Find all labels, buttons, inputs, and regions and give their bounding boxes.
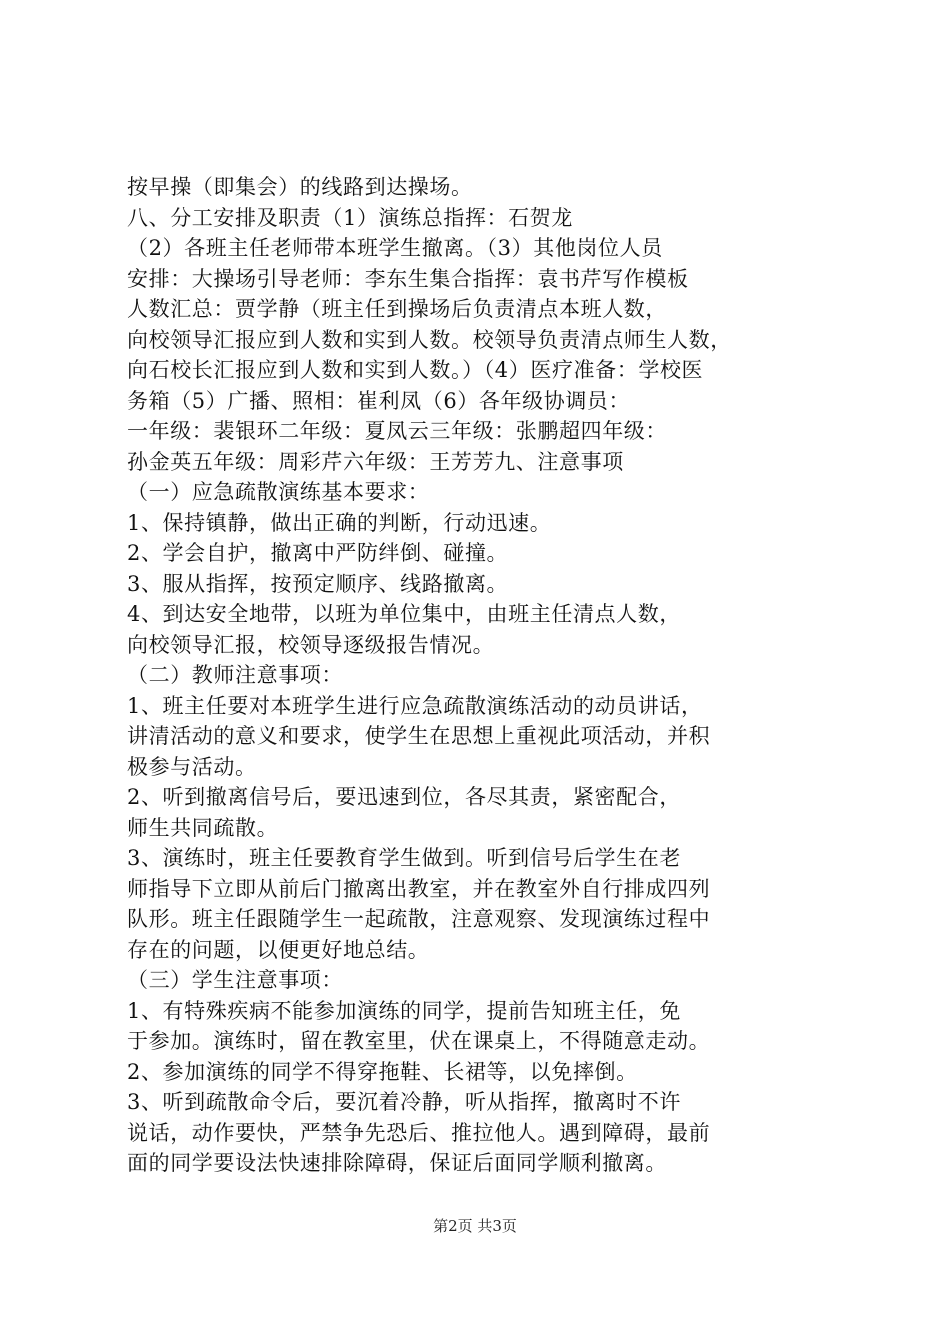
- text-line: 安排：大操场引导老师：李东生集合指挥：袁书芹写作模板: [127, 266, 689, 291]
- text-line: 2、听到撤离信号后，要迅速到位，各尽其责，紧密配合，: [127, 785, 681, 809]
- text-line: （二）教师注意事项：: [127, 663, 343, 687]
- page-number: 第2页 共3页: [433, 1217, 517, 1235]
- text-line: 向校领导汇报，校领导逐级报告情况。: [127, 632, 495, 657]
- text-line: 师生共同疏散。: [127, 815, 279, 840]
- text-line: 存在的问题，以便更好地总结。: [127, 937, 430, 962]
- text-line: （一）应急疏散演练基本要求：: [127, 480, 430, 504]
- text-line: 向校领导汇报应到人数和实到人数。校领导负责清点师生人数，: [127, 327, 732, 352]
- text-line: 一年级：裴银环二年级：夏凤云三年级：张鹏超四年级：: [127, 419, 667, 443]
- text-line: 向石校长汇报应到人数和实到人数。）（4）医疗准备：学校医: [127, 358, 704, 382]
- text-line: （2）各班主任老师带本班学生撤离。（3）其他岗位人员: [127, 236, 663, 260]
- text-line: 2、学会自护，撤离中严防绊倒、碰撞。: [127, 541, 509, 565]
- text-line: 孙金英五年级：周彩芹六年级：王芳芳九、注意事项: [127, 449, 624, 474]
- text-line: 八、分工安排及职责（1）演练总指挥：石贺龙: [127, 205, 573, 230]
- text-line: 3、听到疏散命令后，要沉着冷静，听从指挥，撤离时不许: [127, 1090, 681, 1114]
- text-line: 面的同学要设法快速排除障碍，保证后面同学顺利撤离。: [127, 1151, 667, 1175]
- text-line: 2、参加演练的同学不得穿拖鞋、长裙等，以免摔倒。: [127, 1059, 638, 1084]
- page-footer: [0, 1216, 950, 1236]
- text-line: 于参加。演练时，留在教室里，伏在课桌上，不得随意走动。: [127, 1029, 711, 1053]
- text-line: 1、保持镇静，做出正确的判断，行动迅速。: [127, 510, 552, 535]
- text-line: 1、有特殊疾病不能参加演练的同学，提前告知班主任，免: [127, 998, 681, 1023]
- text-line: （三）学生注意事项：: [127, 968, 343, 992]
- document-body: [127, 172, 829, 1179]
- text-line: 3、演练时，班主任要教育学生做到。听到信号后学生在老: [127, 846, 681, 870]
- text-line: 师指导下立即从前后门撤离出教室，并在教室外自行排成四列: [127, 876, 711, 901]
- text-line: 讲清活动的意义和要求，使学生在思想上重视此项活动，并积: [127, 724, 711, 748]
- text-line: 按早操（即集会）的线路到达操场。: [127, 175, 473, 199]
- text-line: 极参与活动。: [127, 754, 257, 779]
- text-line: 人数汇总：贾学静（班主任到操场后负责清点本班人数，: [127, 297, 667, 321]
- text-line: 1、班主任要对本班学生进行应急疏散演练活动的动员讲话，: [127, 693, 703, 718]
- text-line: 3、服从指挥，按预定顺序、线路撤离。: [127, 571, 509, 596]
- text-line: 队形。班主任跟随学生一起疏散，注意观察、发现演练过程中: [127, 907, 711, 931]
- text-line: 务箱（5）广播、照相：崔利凤（6）各年级协调员：: [127, 388, 631, 413]
- text-line: 说话，动作要快，严禁争先恐后、推拉他人。遇到障碍，最前: [127, 1120, 711, 1145]
- text-line: 4、到达安全地带，以班为单位集中，由班主任清点人数，: [127, 602, 681, 626]
